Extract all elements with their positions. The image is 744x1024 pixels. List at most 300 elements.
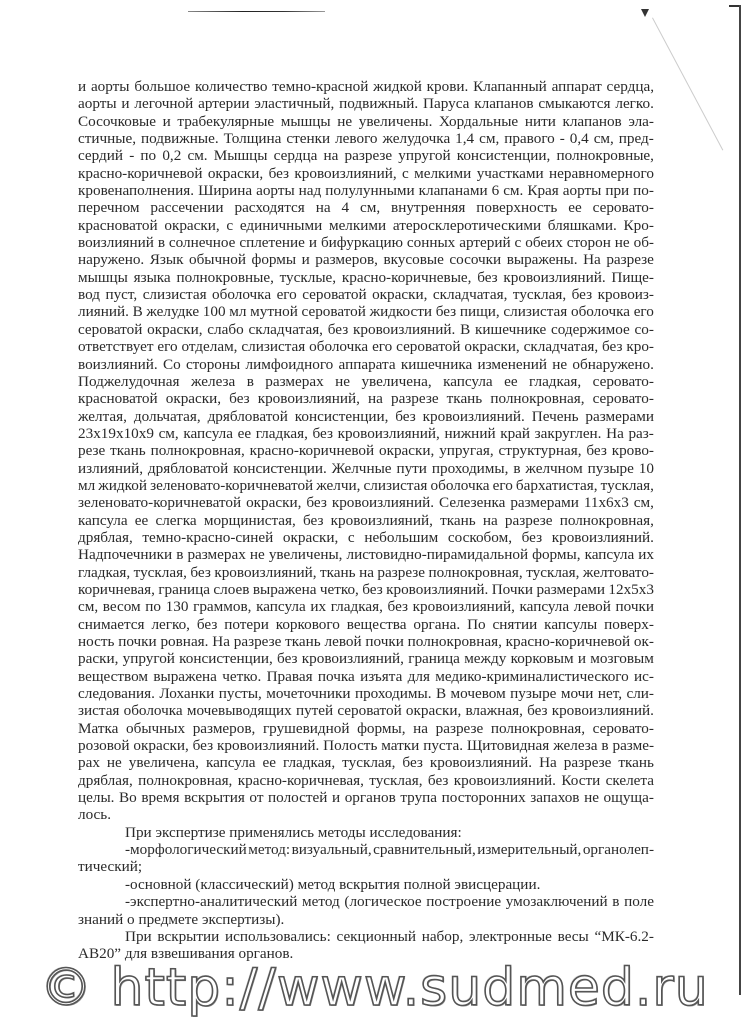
word: весы bbox=[557, 927, 589, 945]
word: полнокровные, bbox=[556, 147, 654, 165]
word: аорты bbox=[562, 182, 602, 200]
word: см, bbox=[593, 130, 614, 148]
text-line bbox=[78, 303, 654, 320]
word: количество bbox=[194, 78, 268, 95]
word: слизистая bbox=[363, 476, 428, 494]
word: подвижные. bbox=[140, 130, 219, 148]
text-line bbox=[78, 338, 654, 355]
word: дряблая, bbox=[78, 771, 133, 789]
word: см, bbox=[158, 424, 179, 442]
text-line bbox=[78, 425, 654, 442]
word: кровоизлияний, bbox=[214, 563, 317, 581]
text-line bbox=[78, 442, 654, 459]
word: капсула bbox=[256, 598, 306, 616]
word: серовато- bbox=[592, 372, 654, 390]
word: языка bbox=[133, 268, 171, 286]
word: см. bbox=[187, 147, 208, 165]
text-line bbox=[78, 460, 654, 477]
word: не bbox=[335, 372, 351, 390]
word: внутренняя bbox=[391, 199, 466, 217]
word: крово- bbox=[611, 442, 654, 460]
word: мутной bbox=[250, 303, 298, 321]
word: разрезе bbox=[233, 633, 282, 650]
scan-streak bbox=[652, 18, 723, 151]
word: мочеточники bbox=[266, 685, 351, 703]
word: тусклая, bbox=[369, 771, 423, 789]
word: эла- bbox=[628, 112, 654, 130]
text-line bbox=[78, 737, 654, 754]
word: их bbox=[638, 546, 654, 564]
word: артерии bbox=[198, 95, 250, 113]
text-line bbox=[78, 199, 654, 216]
word: не bbox=[584, 789, 599, 807]
word: Печень bbox=[531, 407, 579, 425]
word: бархатистая, bbox=[515, 476, 598, 494]
word: с bbox=[347, 528, 355, 546]
word: оболочка bbox=[309, 338, 369, 356]
word: по- bbox=[633, 182, 654, 200]
word: кровоизлияний. bbox=[551, 702, 654, 720]
word: клапанов bbox=[474, 95, 534, 113]
text-line bbox=[78, 408, 654, 425]
word: красно-коричневая, bbox=[237, 771, 364, 789]
word: граммов, bbox=[193, 598, 252, 616]
word: капсула bbox=[443, 372, 493, 390]
word: матки bbox=[381, 737, 420, 755]
word: выражены. bbox=[506, 251, 578, 269]
word: обеих bbox=[525, 234, 563, 252]
word: отделам, bbox=[181, 338, 238, 356]
word: запахов bbox=[530, 789, 580, 807]
word: использовались: bbox=[224, 927, 331, 945]
word: с bbox=[514, 234, 522, 252]
word: кровоизлияний, bbox=[337, 424, 440, 442]
word: поверхность bbox=[476, 199, 558, 217]
word: сероватой bbox=[396, 338, 461, 356]
word: набор, bbox=[421, 927, 464, 945]
word: сосочки bbox=[449, 251, 502, 269]
word: сердца bbox=[273, 147, 318, 165]
word: см, bbox=[359, 199, 381, 217]
word: 100 bbox=[202, 303, 226, 321]
word: на bbox=[315, 199, 331, 217]
word: разме- bbox=[612, 737, 654, 755]
word: 10 bbox=[638, 459, 654, 477]
word: без bbox=[306, 494, 327, 512]
word: мелкими bbox=[328, 216, 387, 234]
word: без bbox=[312, 424, 333, 442]
word: полнокровная, bbox=[490, 719, 586, 737]
word: следования. bbox=[78, 685, 155, 703]
text-line bbox=[78, 251, 654, 268]
word: В bbox=[460, 320, 471, 338]
word: разрезе bbox=[435, 719, 484, 737]
word: легко. bbox=[615, 95, 654, 113]
word: слизистая bbox=[241, 338, 306, 356]
word: (логическое bbox=[344, 893, 422, 911]
word: полнокровная, bbox=[490, 390, 585, 408]
word: серовато- bbox=[592, 719, 654, 737]
word: кровоизлияний, bbox=[330, 511, 433, 529]
word: см, bbox=[633, 494, 654, 512]
word: на bbox=[482, 511, 498, 529]
word: Края bbox=[527, 182, 559, 200]
word: Селезенка bbox=[439, 494, 506, 512]
word: см. bbox=[503, 182, 524, 200]
word: красно-коричневой bbox=[505, 633, 631, 650]
word: сероватой bbox=[78, 320, 143, 338]
word: На bbox=[212, 633, 230, 650]
word: резе bbox=[78, 442, 106, 460]
word: его bbox=[372, 338, 393, 356]
word: Полость bbox=[323, 737, 378, 755]
word: оболочка bbox=[123, 702, 183, 720]
word: полнокровная, bbox=[138, 771, 233, 789]
word: стороны bbox=[185, 355, 241, 373]
word: На bbox=[539, 754, 557, 772]
text-line bbox=[78, 95, 654, 112]
word: розовой bbox=[78, 737, 130, 755]
word: 23х19х10х9 bbox=[78, 424, 154, 442]
word: полнокровная, bbox=[559, 511, 654, 529]
word: в bbox=[601, 737, 609, 755]
word: разрезе bbox=[377, 563, 426, 581]
word: кро- bbox=[626, 338, 654, 356]
text-line bbox=[78, 269, 654, 286]
word: вод bbox=[78, 286, 100, 304]
word: и bbox=[308, 234, 318, 252]
word: трабекулярные bbox=[177, 112, 275, 130]
word: атеросклеротическими bbox=[392, 216, 542, 234]
text-line: АВ20” для взвешивания органов. bbox=[78, 945, 294, 963]
word: - bbox=[559, 130, 565, 148]
word: разрезе bbox=[606, 251, 654, 269]
word: без bbox=[387, 598, 408, 616]
word: дольчатая, bbox=[133, 407, 201, 425]
word: без bbox=[327, 320, 349, 338]
word: и bbox=[301, 251, 310, 269]
word: Щитовидная bbox=[466, 737, 550, 755]
word: грушевидной bbox=[262, 719, 350, 737]
word: 4 bbox=[341, 199, 350, 217]
word: зеленовато-коричневатой bbox=[78, 494, 242, 512]
word: складчатая, bbox=[523, 338, 599, 356]
word: лимфоидного bbox=[245, 355, 334, 373]
word: содержимое bbox=[551, 320, 630, 338]
word: сторон bbox=[566, 234, 611, 252]
word: железа bbox=[553, 737, 598, 755]
word: сонных bbox=[406, 234, 456, 252]
word: тусклая, bbox=[600, 476, 654, 494]
word: жидкой bbox=[98, 476, 147, 494]
word: визуальный, bbox=[291, 841, 372, 859]
word: левого bbox=[335, 130, 378, 148]
word: окраски, bbox=[464, 338, 520, 356]
word: Поджелудочная bbox=[78, 372, 180, 390]
word: сердий bbox=[78, 147, 124, 165]
word: разрезе bbox=[504, 511, 553, 529]
word: Почки bbox=[491, 580, 534, 598]
word: гладкая, bbox=[78, 563, 131, 581]
word: увеличены. bbox=[358, 112, 433, 130]
word: нижний bbox=[444, 424, 496, 442]
word: над bbox=[298, 182, 322, 200]
word: мл bbox=[78, 476, 96, 494]
word: увеличена, bbox=[128, 754, 199, 772]
word: веществом bbox=[78, 667, 148, 685]
word: кровоизлияний. bbox=[503, 268, 606, 286]
word: его bbox=[276, 286, 297, 304]
word: умозаключений bbox=[505, 893, 608, 911]
word: проходимы, bbox=[431, 459, 509, 477]
text-line: знаний о предмете экспертизы). bbox=[78, 910, 285, 928]
text-line: При экспертизе применялись методы исследования: bbox=[125, 823, 462, 841]
word: об- bbox=[633, 234, 654, 252]
word: его bbox=[492, 476, 513, 494]
word: сплетение bbox=[239, 234, 305, 252]
word: окраски, bbox=[133, 737, 189, 755]
word: Надпочечники bbox=[78, 546, 173, 564]
word: весом bbox=[102, 598, 141, 616]
word: правого bbox=[504, 130, 555, 148]
word: кровоиз- bbox=[597, 286, 654, 304]
text-line bbox=[78, 78, 654, 95]
word: мозговым bbox=[590, 650, 654, 668]
word: размерами bbox=[585, 407, 654, 425]
word: между bbox=[464, 650, 507, 668]
word: окраски, bbox=[147, 320, 203, 338]
word: оболочка bbox=[212, 286, 272, 304]
word: выражена bbox=[153, 667, 217, 685]
word: мочи bbox=[560, 685, 594, 703]
word: корковым bbox=[510, 650, 574, 668]
word: его bbox=[633, 303, 654, 321]
word: ок- bbox=[633, 633, 654, 650]
word: без bbox=[196, 615, 218, 633]
word: легочной bbox=[134, 95, 194, 113]
text-line bbox=[78, 356, 654, 373]
text-line bbox=[78, 581, 654, 598]
text-line bbox=[78, 546, 654, 563]
word: складчатая, bbox=[432, 286, 508, 304]
text-line: тический; bbox=[78, 858, 143, 876]
word: вещества bbox=[346, 615, 407, 633]
word: размерах bbox=[187, 546, 246, 564]
text-line bbox=[78, 529, 654, 546]
word: упругая, bbox=[439, 442, 494, 460]
word: размерах bbox=[265, 372, 324, 390]
word: окраски, bbox=[246, 494, 302, 512]
word: мочевом bbox=[450, 685, 506, 703]
word: разрезе bbox=[563, 754, 612, 772]
word: расходятся bbox=[234, 199, 305, 217]
word: большое bbox=[134, 78, 191, 95]
word: железа bbox=[190, 372, 236, 390]
word: вскрытия bbox=[184, 789, 245, 807]
word: смыкаются bbox=[538, 95, 611, 113]
word: раз- bbox=[628, 424, 654, 442]
word: Со bbox=[162, 355, 181, 373]
word: крови. bbox=[426, 78, 469, 95]
word: темно-красно-синей bbox=[142, 528, 274, 546]
word: увеличена, bbox=[361, 372, 432, 390]
word: в bbox=[246, 372, 254, 390]
word: не bbox=[552, 355, 568, 373]
word: окраски, bbox=[378, 442, 435, 460]
word: сравнительный, bbox=[373, 841, 476, 859]
word: В bbox=[132, 303, 143, 321]
word: окраски, bbox=[165, 390, 222, 408]
word: без bbox=[190, 563, 211, 581]
word: Правая bbox=[266, 667, 313, 685]
word: обнаружено. bbox=[572, 355, 654, 373]
text-line bbox=[78, 390, 654, 407]
word: окраски, bbox=[164, 216, 220, 234]
word: единичными bbox=[239, 216, 323, 234]
word: почки bbox=[365, 633, 404, 650]
word: -экспертно-аналитический bbox=[125, 893, 298, 911]
word: формы, bbox=[532, 546, 581, 564]
word: красноватой bbox=[78, 216, 158, 234]
word: на bbox=[368, 390, 383, 408]
word: без bbox=[268, 164, 290, 182]
word: Ширина bbox=[198, 182, 253, 200]
word: При bbox=[125, 927, 152, 945]
word: капсула bbox=[205, 754, 256, 772]
word: слизистая bbox=[142, 286, 207, 304]
word: клапанами bbox=[418, 182, 488, 200]
word: без bbox=[477, 268, 498, 286]
text-line bbox=[78, 893, 654, 910]
word: 130 bbox=[165, 598, 189, 616]
word: левой bbox=[324, 633, 362, 650]
word: излияний, bbox=[78, 459, 143, 477]
word: - bbox=[129, 147, 135, 165]
word: участками bbox=[476, 164, 544, 182]
word: в bbox=[157, 234, 165, 252]
word: подвижный. bbox=[339, 95, 419, 113]
word: пузыре bbox=[510, 685, 557, 703]
word: левой bbox=[573, 598, 611, 616]
word: рассечении bbox=[150, 199, 224, 217]
word: слизистая bbox=[503, 303, 568, 321]
word: воизлияний bbox=[78, 234, 154, 252]
triangle-marker-icon bbox=[641, 9, 649, 17]
word: красно-коричневой bbox=[78, 164, 203, 182]
word: воизлияний. bbox=[78, 355, 158, 373]
word: в bbox=[513, 459, 521, 477]
word: кишечника bbox=[400, 355, 473, 373]
word: капсулы bbox=[544, 615, 598, 633]
word: ткань bbox=[446, 390, 483, 408]
word: Пище- bbox=[611, 268, 654, 286]
word: окраски, bbox=[372, 286, 428, 304]
word: мочевыводящих bbox=[186, 702, 292, 720]
word: коркового bbox=[275, 615, 340, 633]
text-line bbox=[78, 685, 654, 702]
word: пути bbox=[396, 459, 427, 477]
watermark: © http://www.sudmed.ru bbox=[40, 958, 709, 1018]
word: лияний. bbox=[78, 303, 129, 321]
word: дряблая, bbox=[78, 528, 133, 546]
word: на bbox=[359, 563, 374, 581]
word: почки bbox=[615, 598, 654, 616]
word: тусклая, bbox=[133, 563, 187, 581]
word: без bbox=[395, 407, 416, 425]
word: стичные, bbox=[78, 130, 137, 148]
word: измерительный, bbox=[477, 841, 582, 859]
word: 11х6х3 bbox=[583, 494, 629, 512]
word: складчатая, bbox=[248, 320, 323, 338]
word: граница bbox=[408, 650, 460, 668]
word: обычной bbox=[188, 251, 246, 269]
word: ткань bbox=[110, 442, 146, 460]
word: нити bbox=[524, 112, 556, 130]
word: формы, bbox=[357, 719, 406, 737]
word: кровоизлияний, bbox=[412, 598, 515, 616]
word: и bbox=[78, 78, 87, 95]
word: посторонних bbox=[441, 789, 526, 807]
word: серовато- bbox=[592, 199, 654, 217]
word: поле bbox=[624, 893, 654, 911]
word: снятии bbox=[492, 615, 538, 633]
word: Мышцы bbox=[213, 147, 268, 165]
word: тусклая, bbox=[512, 286, 567, 304]
word: органов bbox=[344, 789, 396, 807]
word: целы. bbox=[78, 789, 115, 807]
word: солнечное bbox=[168, 234, 236, 252]
word: не bbox=[614, 234, 630, 252]
text-line bbox=[78, 130, 654, 147]
word: ощуща- bbox=[603, 789, 654, 807]
word: полнокровная, bbox=[407, 633, 502, 650]
word: для bbox=[407, 667, 430, 685]
word: аорты bbox=[90, 78, 130, 95]
word: четко. bbox=[222, 667, 262, 685]
word: капсула bbox=[183, 424, 233, 442]
text-line bbox=[78, 373, 654, 390]
word: ность bbox=[78, 633, 115, 650]
word: аппарата bbox=[338, 355, 396, 373]
word: их bbox=[310, 598, 327, 616]
word: путей bbox=[295, 702, 334, 720]
word: желудочка bbox=[382, 130, 451, 148]
word: и bbox=[162, 112, 171, 130]
word: в bbox=[176, 546, 184, 564]
word: ткань bbox=[618, 754, 654, 772]
word: ее bbox=[134, 511, 149, 529]
word: аорты bbox=[78, 95, 117, 113]
word: кровоизлияний. bbox=[331, 494, 435, 512]
text-line bbox=[78, 702, 654, 719]
word: проходимы. bbox=[354, 685, 432, 703]
text-line bbox=[78, 321, 654, 338]
word: на bbox=[323, 147, 339, 165]
word: разрезе bbox=[344, 147, 393, 165]
word: кровоизлияний. bbox=[551, 528, 654, 546]
word: по bbox=[140, 147, 157, 165]
text-line: лось. bbox=[78, 806, 112, 824]
word: коричневая, bbox=[78, 580, 155, 598]
text-line bbox=[78, 789, 654, 806]
word: неравномерного bbox=[549, 164, 654, 182]
word: Кро- bbox=[623, 216, 654, 234]
word: На bbox=[606, 424, 624, 442]
word: аорты bbox=[256, 182, 295, 200]
word: бифуркацию bbox=[320, 234, 403, 252]
word: ее bbox=[504, 372, 518, 390]
word: кровоизлияний. bbox=[386, 580, 489, 598]
